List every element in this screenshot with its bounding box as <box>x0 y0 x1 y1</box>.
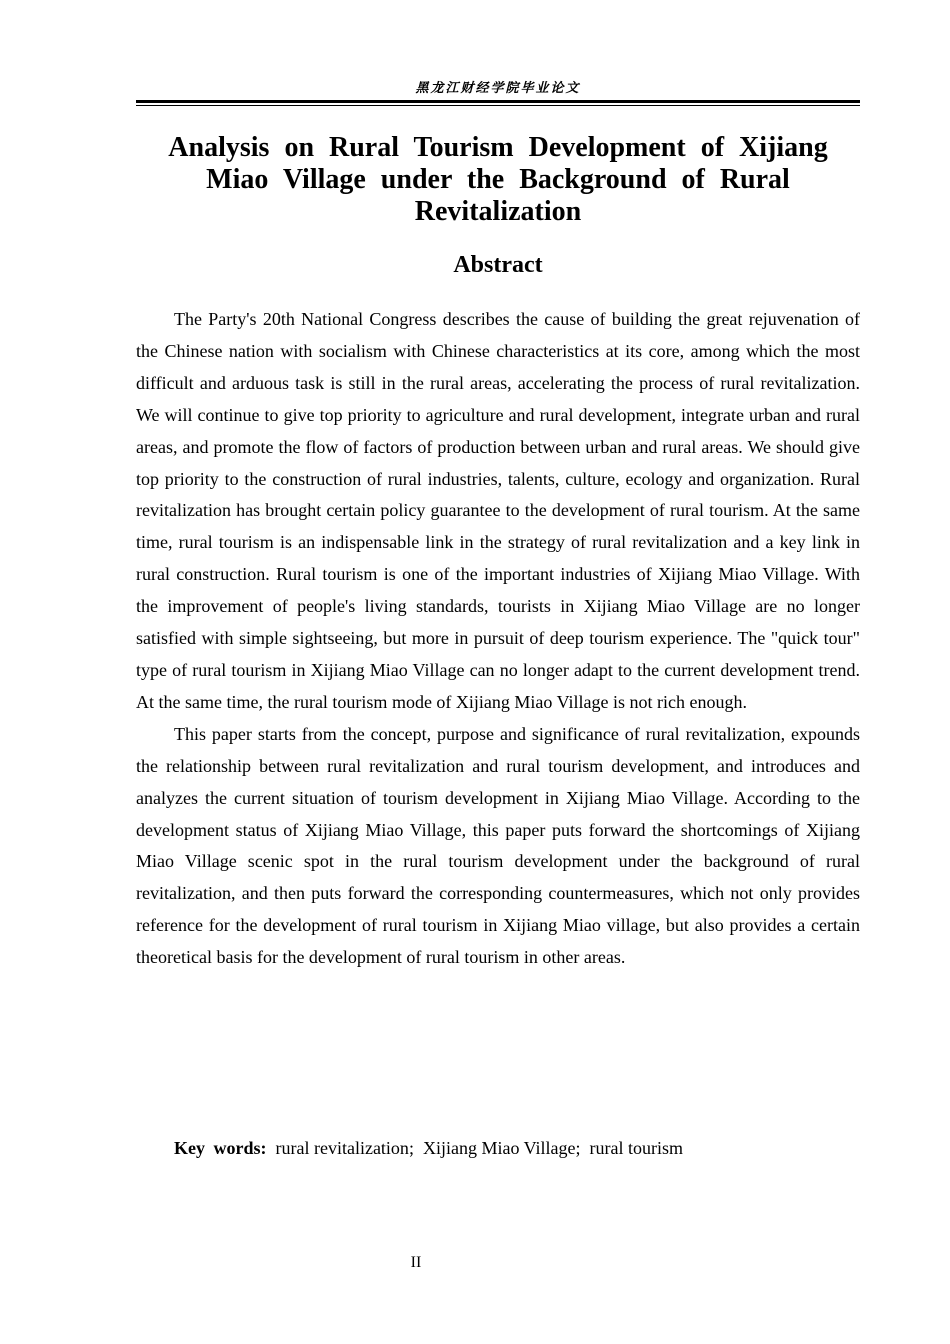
keyword-item: rural tourism <box>589 1138 684 1158</box>
abstract-body <box>136 304 860 974</box>
keyword-item: rural revitalization <box>275 1138 409 1158</box>
page-number: II <box>410 1254 422 1271</box>
abstract-paragraph-2: This paper starts from the concept, purpose and significance of rural revitalization, expounds the relationship between rural revitalization and rural tourism development, and introduces and analyzes the current situation of tourism development in Xijiang Miao Village. According to the development status of Xijiang Miao Village, this paper puts forward the shortcomings of Xijiang Miao Village scenic spot in the rural tourism development under the background of rural revitalization, and then puts forward the corresponding countermeasures, which not only provides reference for the development of rural tourism in Xijiang Miao village, but also provides a certain theoretical basis for the development of rural tourism in other areas. <box>136 723 860 968</box>
paper-title: Analysis on Rural Tourism Development of Xijiang Miao Village under the Background of Rural Revitalization <box>168 132 828 227</box>
keywords-line: Key words: rural revitalization; Xijiang Miao Village; rural tourism <box>174 1138 684 1158</box>
keywords-label: Key words: <box>174 1138 267 1158</box>
abstract-heading: Abstract <box>453 252 543 278</box>
keyword-item: Xijiang Miao Village <box>422 1138 576 1158</box>
running-header: 黑龙江财经学院毕业论文 <box>415 81 581 96</box>
abstract-paragraph-1: The Party's 20th National Congress describes the cause of building the great rejuvenation of the Chinese nation with socialism with Chinese characteristics at its core, among which the most difficult and arduous task is still in the rural areas, accelerating the process of rural revitalization. We will continue to give top priority to agriculture and rural development, integrate urban and rural areas, and promote the flow of factors of production between urban and rural areas. We should give top priority to the construction of rural industries, talents, culture, ecology and organization. Rural revitalization has brought certain policy guarantee to the development of rural tourism. At the same time, rural tourism is an indispensable link in the strategy of rural revitalization and a key link in rural construction. Rural tourism is one of the important industries of Xijiang Miao Village. With the improvement of people's living standards, tourists in Xijiang Miao Village are no longer satisfied with simple sightseeing, but more in pursuit of deep tourism experience. The "quick tour" type of rural tourism in Xijiang Miao Village can no longer adapt to the current development trend. At the same time, the rural tourism mode of Xijiang Miao Village is not rich enough. <box>136 309 860 712</box>
header-rule-thick <box>136 100 860 103</box>
header-rule-thin <box>136 105 860 106</box>
